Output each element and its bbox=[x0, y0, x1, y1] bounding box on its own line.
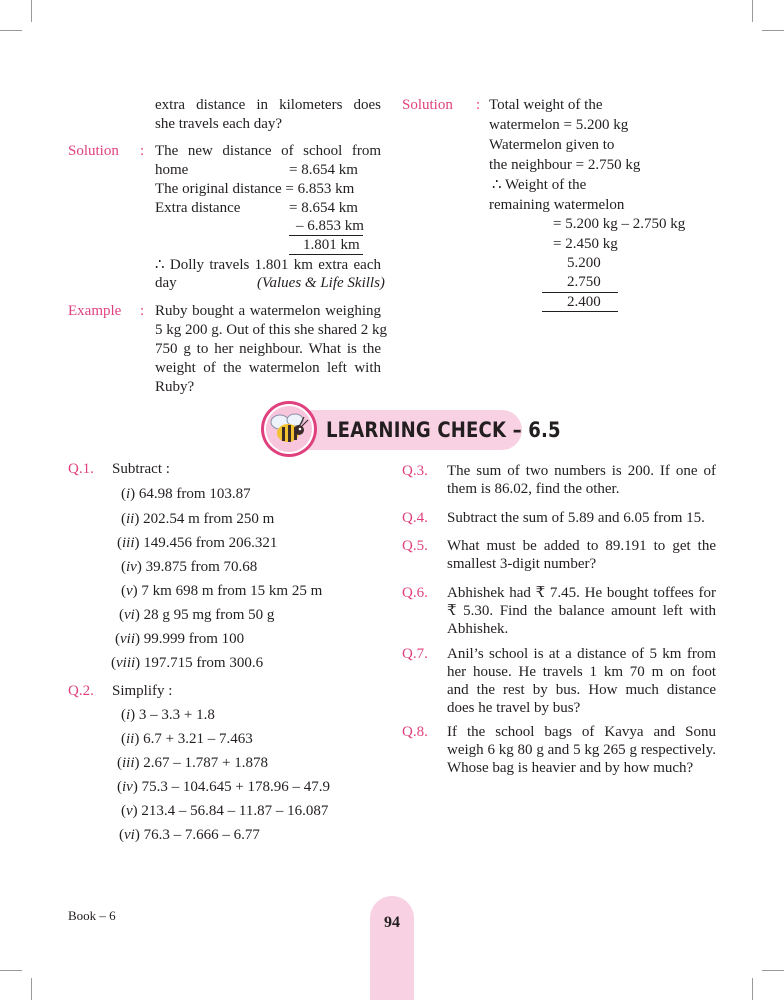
q1-label: Q.1. bbox=[68, 461, 94, 477]
question-label: Q.3. bbox=[402, 463, 428, 479]
solution-line: ∴ Dolly travels 1.801 km extra each bbox=[155, 257, 381, 273]
q2-text: Simplify : bbox=[112, 683, 173, 699]
solution-result: 1.801 km bbox=[303, 237, 360, 253]
question-text-line: Whose bag is heavier and by how much? bbox=[447, 760, 694, 776]
learning-check-title: LEARNING CHECK – 6.5 bbox=[326, 418, 561, 442]
question-text-line: Abhishek had ₹ 7.45. He bought toffees for bbox=[447, 585, 716, 601]
bee-icon bbox=[260, 400, 318, 458]
q2-item-text: 213.4 – 56.84 – 11.87 – 16.087 bbox=[137, 803, 329, 819]
crop-mark bbox=[752, 978, 753, 1000]
question-label: Q.8. bbox=[402, 724, 428, 740]
calc-result: 2.400 bbox=[567, 294, 601, 310]
solution-right-line: Total weight of the bbox=[489, 97, 603, 113]
question-text-line: What must be added to 89.191 to get the bbox=[447, 538, 716, 554]
crop-mark bbox=[762, 970, 784, 971]
solution-right-line: remaining watermelon bbox=[489, 197, 625, 213]
calc-line: = 2.450 kg bbox=[553, 236, 618, 252]
question-text-line: Subtract the sum of 5.89 and 6.05 from 15. bbox=[447, 510, 705, 526]
question-text-line: Abhishek. bbox=[447, 621, 509, 637]
roman-numeral: iv bbox=[126, 559, 137, 575]
example-line: 5 kg 200 g. Out of this she shared 2 kg bbox=[155, 322, 388, 338]
solution-right-line: Watermelon given to bbox=[489, 137, 615, 153]
crop-mark bbox=[0, 970, 22, 971]
q2-item: (iv) 75.3 – 104.645 + 178.96 – 47.9 bbox=[117, 779, 331, 795]
q2-item: (i) 3 – 3.3 + 1.8 bbox=[121, 707, 215, 723]
question-label: Q.6. bbox=[402, 585, 428, 601]
page-number-tab bbox=[370, 896, 414, 1000]
question-label: Q.7. bbox=[402, 646, 428, 662]
q1-text: Subtract : bbox=[112, 461, 170, 477]
roman-numeral: v bbox=[126, 583, 133, 599]
q2-item-text: 75.3 – 104.645 + 178.96 – 47.9 bbox=[137, 779, 331, 795]
roman-numeral: vi bbox=[124, 607, 135, 623]
q1-item-text: 149.456 from 206.321 bbox=[139, 535, 278, 551]
question-text-line: weigh 6 kg 80 g and 5 kg 265 g respectively. bbox=[447, 742, 716, 758]
q1-item-text: 99.999 from 100 bbox=[140, 631, 245, 647]
q2-item-text: 76.3 – 7.666 – 6.77 bbox=[139, 827, 260, 843]
q1-item-text: 28 g 95 mg from 50 g bbox=[139, 607, 275, 623]
question-text-line: Anil’s school is at a distance of 5 km from bbox=[447, 646, 716, 662]
example-line: Ruby? bbox=[155, 379, 195, 395]
solution-label-right: Solution bbox=[402, 97, 453, 113]
solution-value: = 8.654 km bbox=[289, 162, 358, 178]
question-label: Q.4. bbox=[402, 510, 428, 526]
crop-mark bbox=[752, 0, 753, 22]
q1-item: (ii) 202.54 m from 250 m bbox=[121, 511, 275, 527]
roman-numeral: iii bbox=[122, 755, 135, 771]
q1-item-text: 64.98 from 103.87 bbox=[135, 486, 251, 502]
subtraction-line bbox=[289, 254, 363, 255]
q2-item: (iii) 2.67 – 1.787 + 1.878 bbox=[117, 755, 268, 771]
page-number: 94 bbox=[384, 914, 400, 931]
roman-numeral: ii bbox=[126, 731, 135, 747]
q1-item-text: 197.715 from 300.6 bbox=[140, 655, 264, 671]
question-text-line: and the rest by bus. How much distance bbox=[447, 682, 716, 698]
example-line: weight of the watermelon left with bbox=[155, 360, 381, 376]
solution-right-line: ∴ Weight of the bbox=[492, 177, 587, 193]
q2-item: (vi) 76.3 – 7.666 – 6.77 bbox=[119, 827, 260, 843]
calc-column: 5.200 bbox=[567, 255, 601, 271]
solution-line: day bbox=[155, 275, 177, 291]
question-text-line: ₹ 5.30. Find the balance amount left with bbox=[447, 603, 716, 619]
crop-mark bbox=[762, 30, 784, 31]
book-label: Book – 6 bbox=[68, 908, 116, 923]
q1-item: (iv) 39.875 from 70.68 bbox=[121, 559, 258, 575]
values-life-skills: (Values & Life Skills) bbox=[257, 275, 385, 291]
solution-label: Solution bbox=[68, 143, 119, 159]
q2-item-text: 6.7 + 3.21 – 7.463 bbox=[139, 731, 253, 747]
question-text-line: If the school bags of Kavya and Sonu bbox=[447, 724, 716, 740]
solution-line: Extra distance bbox=[155, 200, 241, 216]
crop-mark bbox=[31, 978, 32, 1000]
solution-line: The original distance = 6.853 km bbox=[155, 181, 355, 197]
q2-item: (v) 213.4 – 56.84 – 11.87 – 16.087 bbox=[121, 803, 329, 819]
q1-item-text: 202.54 m from 250 m bbox=[139, 511, 275, 527]
roman-numeral: i bbox=[126, 707, 131, 723]
example-line: 750 g to her neighbour. What is the bbox=[155, 341, 381, 357]
continuation-line-1: extra distance in kilometers does bbox=[155, 97, 381, 113]
example-line: Ruby bought a watermelon weighing bbox=[155, 303, 381, 319]
question-text-line: The sum of two numbers is 200. If one of bbox=[447, 463, 716, 479]
question-text-line: them is 86.02, find the other. bbox=[447, 481, 620, 497]
roman-numeral: v bbox=[126, 803, 133, 819]
roman-numeral: vi bbox=[124, 827, 135, 843]
calc-line: = 5.200 kg – 2.750 kg bbox=[553, 216, 686, 232]
example-colon: : bbox=[140, 303, 145, 319]
crop-mark bbox=[31, 0, 32, 22]
continuation-line-2: she travels each day? bbox=[155, 116, 283, 132]
question-text-line: smallest 3-digit number? bbox=[447, 556, 597, 572]
q2-label: Q.2. bbox=[68, 683, 94, 699]
roman-numeral: iii bbox=[122, 535, 135, 551]
q1-item: (v) 7 km 698 m from 15 km 25 m bbox=[121, 583, 323, 599]
roman-numeral: vii bbox=[120, 631, 135, 647]
roman-numeral: iv bbox=[122, 779, 133, 795]
crop-mark bbox=[0, 30, 22, 31]
q1-item: (vii) 99.999 from 100 bbox=[115, 631, 245, 647]
q1-item-text: 39.875 from 70.68 bbox=[141, 559, 258, 575]
q1-item: (iii) 149.456 from 206.321 bbox=[117, 535, 278, 551]
question-text-line: her house. He travels 1 km 70 m on foot bbox=[447, 664, 716, 680]
solution-value: = 8.654 km bbox=[289, 200, 358, 216]
solution-right-line: the neighbour = 2.750 kg bbox=[489, 157, 641, 173]
solution-right-line: watermelon = 5.200 kg bbox=[489, 117, 629, 133]
solution-value: – 6.853 km bbox=[296, 218, 364, 234]
q1-item: (vi) 28 g 95 mg from 50 g bbox=[119, 607, 275, 623]
question-label: Q.5. bbox=[402, 538, 428, 554]
solution-colon: : bbox=[140, 143, 145, 159]
solution-colon-right: : bbox=[476, 97, 481, 113]
solution-line: The new distance of school from bbox=[155, 143, 381, 159]
roman-numeral: i bbox=[126, 486, 131, 502]
example-label: Example bbox=[68, 303, 122, 319]
q2-item-text: 3 – 3.3 + 1.8 bbox=[135, 707, 215, 723]
calc-column: 2.750 bbox=[567, 274, 601, 290]
q2-item-text: 2.67 – 1.787 + 1.878 bbox=[139, 755, 268, 771]
roman-numeral: viii bbox=[116, 655, 136, 671]
roman-numeral: ii bbox=[126, 511, 135, 527]
question-text-line: does he travel by bus? bbox=[447, 700, 581, 716]
q1-item: (i) 64.98 from 103.87 bbox=[121, 486, 251, 502]
q2-item: (ii) 6.7 + 3.21 – 7.463 bbox=[121, 731, 253, 747]
q1-item: (viii) 197.715 from 300.6 bbox=[111, 655, 264, 671]
subtraction-line bbox=[542, 311, 618, 312]
q1-item-text: 7 km 698 m from 15 km 25 m bbox=[137, 583, 323, 599]
solution-line: home bbox=[155, 162, 189, 178]
